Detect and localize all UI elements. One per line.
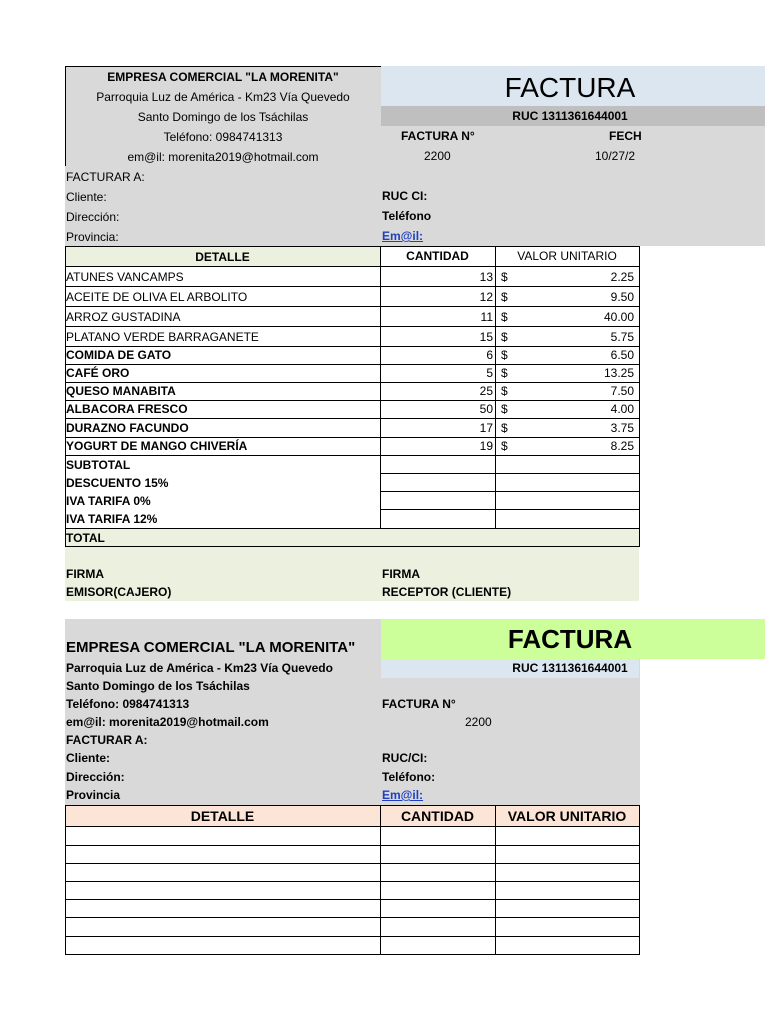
item-name: CAFÉ ORO bbox=[66, 366, 130, 380]
item-price: 5.75 bbox=[610, 330, 634, 344]
item-qty: 17 bbox=[479, 421, 493, 435]
item-qty: 11 bbox=[480, 310, 493, 324]
item-name: ARROZ GUSTADINA bbox=[66, 310, 181, 324]
bill-to-label: FACTURAR A: bbox=[66, 170, 145, 184]
invoice-title: FACTURA bbox=[504, 72, 636, 103]
address-label-2: Dirección: bbox=[66, 770, 125, 784]
date-label: FECH bbox=[609, 129, 642, 143]
phone-label: Teléfono bbox=[382, 209, 432, 223]
signature-label-emitter: FIRMA bbox=[66, 567, 104, 581]
company-address-line1: Parroquia Luz de América - Km23 Vía Quevedo bbox=[96, 90, 350, 104]
discount-label: DESCUENTO 15% bbox=[66, 476, 169, 490]
province-label: Provincia: bbox=[66, 230, 119, 244]
subtotal-label: SUBTOTAL bbox=[66, 458, 131, 472]
email-link[interactable]: Em@il: bbox=[382, 229, 424, 243]
item-price: 8.25 bbox=[610, 439, 634, 453]
item-name: QUESO MANABITA bbox=[66, 384, 176, 398]
item-qty: 50 bbox=[479, 402, 493, 416]
item-qty: 19 bbox=[479, 439, 493, 453]
company-name-2: EMPRESA COMERCIAL "LA MORENITA" bbox=[66, 639, 356, 656]
iva12-label: IVA TARIFA 12% bbox=[66, 512, 158, 526]
item-price: 40.00 bbox=[603, 310, 634, 324]
col-detail-2: DETALLE bbox=[190, 808, 255, 824]
bill-to-label-2: FACTURAR A: bbox=[66, 733, 148, 747]
item-name: DURAZNO FACUNDO bbox=[66, 421, 189, 435]
ruc-ci-label-2: RUC/CI: bbox=[382, 751, 428, 765]
client-label: Cliente: bbox=[66, 190, 107, 204]
ruc-number: RUC 1311361644001 bbox=[512, 109, 628, 123]
item-name: PLATANO VERDE BARRAGANETE bbox=[66, 330, 259, 344]
item-name: YOGURT DE MANGO CHIVERÍA bbox=[66, 439, 248, 453]
item-currency: $ bbox=[501, 384, 508, 398]
item-qty: 15 bbox=[479, 330, 493, 344]
signature-label-receiver: FIRMA bbox=[382, 567, 420, 581]
item-qty: 13 bbox=[479, 270, 493, 284]
item-currency: $ bbox=[501, 439, 508, 453]
ruc-ci-label: RUC CI: bbox=[382, 189, 428, 203]
invoice-number: 2200 bbox=[424, 149, 451, 163]
signature-role-emitter: EMISOR(CAJERO) bbox=[66, 585, 172, 599]
col-unit-price: VALOR UNITARIO bbox=[517, 249, 617, 263]
invoice-number-label-2: FACTURA N° bbox=[382, 697, 456, 711]
item-currency: $ bbox=[501, 402, 508, 416]
item-currency: $ bbox=[501, 290, 508, 304]
item-price: 4.00 bbox=[610, 402, 634, 416]
item-currency: $ bbox=[501, 270, 508, 284]
item-qty: 6 bbox=[486, 348, 493, 362]
company-name: EMPRESA COMERCIAL "LA MORENITA" bbox=[107, 70, 339, 84]
iva0-label: IVA TARIFA 0% bbox=[66, 494, 151, 508]
invoice-title-2: FACTURA bbox=[507, 624, 633, 654]
item-qty: 12 bbox=[479, 290, 493, 304]
company-phone: Teléfono: 0984741313 bbox=[163, 130, 283, 144]
invoice-date: 10/27/2 bbox=[595, 149, 636, 163]
item-price: 9.50 bbox=[610, 290, 634, 304]
item-qty: 5 bbox=[486, 366, 493, 380]
company-email-2: em@il: morenita2019@hotmail.com bbox=[66, 715, 269, 729]
phone-label-2: Teléfono: bbox=[382, 770, 436, 784]
item-name: ACEITE DE OLIVA EL ARBOLITO bbox=[66, 290, 248, 304]
company-phone-2: Teléfono: 0984741313 bbox=[66, 697, 190, 711]
item-price: 2.25 bbox=[610, 270, 634, 284]
item-currency: $ bbox=[501, 330, 508, 344]
item-price: 6.50 bbox=[610, 348, 634, 362]
item-price: 7.50 bbox=[610, 384, 634, 398]
total-label: TOTAL bbox=[66, 531, 105, 545]
item-currency: $ bbox=[501, 421, 508, 435]
item-price: 3.75 bbox=[610, 421, 634, 435]
col-quantity-2: CANTIDAD bbox=[400, 808, 475, 824]
invoice-number-label: FACTURA N° bbox=[401, 129, 475, 143]
client-label-2: Cliente: bbox=[66, 751, 111, 765]
signature-role-receiver: RECEPTOR (CLIENTE) bbox=[382, 585, 512, 599]
item-name: COMIDA DE GATO bbox=[66, 348, 172, 362]
item-currency: $ bbox=[501, 348, 508, 362]
item-price: 13.25 bbox=[603, 366, 634, 380]
province-label-2: Provincia bbox=[66, 788, 121, 802]
item-currency: $ bbox=[501, 366, 508, 380]
col-quantity: CANTIDAD bbox=[406, 249, 469, 263]
col-detail: DETALLE bbox=[195, 250, 250, 264]
company-address-line1-2: Parroquia Luz de América - Km23 Vía Quevedo bbox=[66, 661, 333, 675]
company-email: em@il: morenita2019@hotmail.com bbox=[127, 150, 319, 164]
item-name: ATUNES VANCAMPS bbox=[66, 270, 184, 284]
company-address-line2-2: Santo Domingo de los Tsáchilas bbox=[66, 679, 250, 693]
item-currency: $ bbox=[501, 310, 508, 324]
company-address-line2: Santo Domingo de los Tsáchilas bbox=[137, 110, 309, 124]
item-name: ALBACORA FRESCO bbox=[66, 402, 188, 416]
item-qty: 25 bbox=[479, 384, 493, 398]
address-label: Dirección: bbox=[66, 210, 120, 224]
col-unit-price-2: VALOR UNITARIO bbox=[507, 808, 627, 824]
invoice-number-2: 2200 bbox=[465, 715, 492, 729]
ruc-number-2: RUC 1311361644001 bbox=[512, 661, 628, 675]
total-bg bbox=[65, 528, 639, 547]
email-link-2[interactable]: Em@il: bbox=[382, 788, 424, 802]
